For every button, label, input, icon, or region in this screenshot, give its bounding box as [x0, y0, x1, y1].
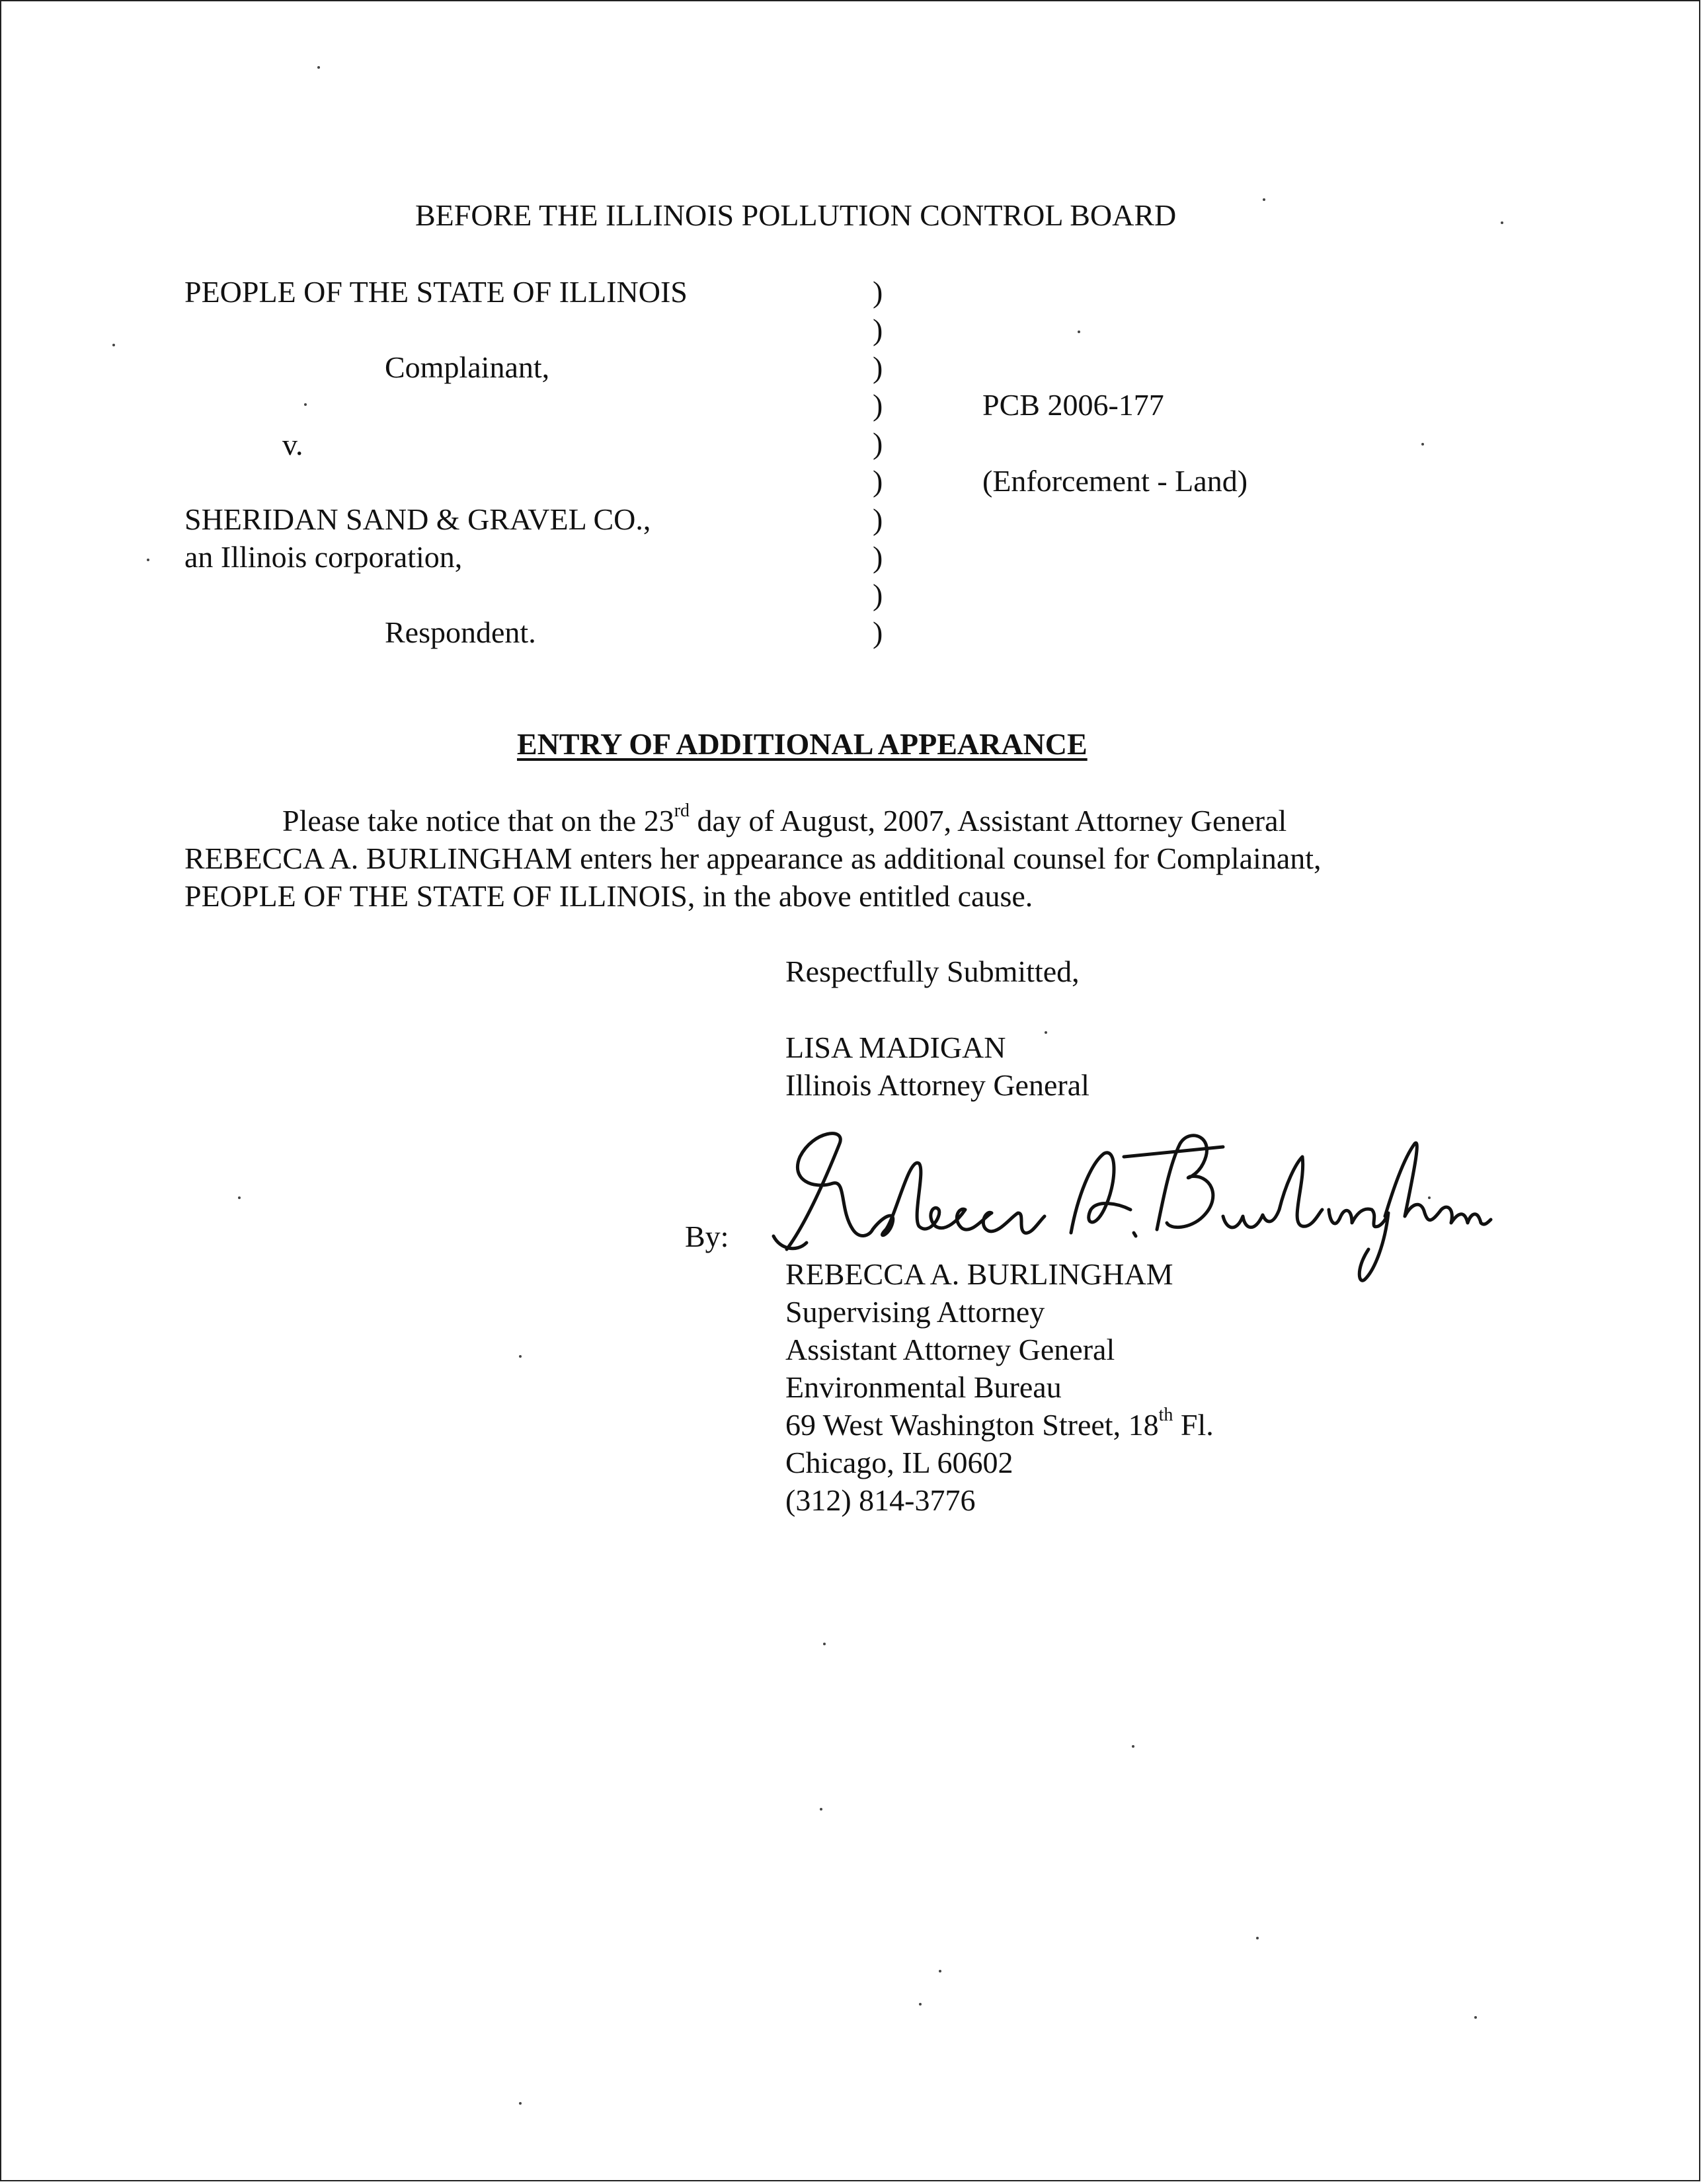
- scan-speck: [1256, 1937, 1259, 1939]
- body-line-3: PEOPLE OF THE STATE OF ILLINOIS, in the above entitled cause.: [184, 879, 1033, 913]
- scan-speck: [519, 2102, 522, 2105]
- body-line-1-end: day of August, 2007, Assistant Attorney General: [690, 804, 1287, 838]
- caption-paren: ): [873, 615, 883, 649]
- address-start: 69 West Washington Street, 18: [785, 1408, 1159, 1442]
- signer-name: REBECCA A. BURLINGHAM: [785, 1257, 1173, 1291]
- ordinal-suffix: rd: [674, 800, 690, 821]
- closing: Respectfully Submitted,: [785, 955, 1080, 988]
- caption-paren: ): [873, 540, 883, 574]
- scan-speck: [1421, 443, 1424, 446]
- complainant-name: PEOPLE OF THE STATE OF ILLINOIS: [184, 275, 688, 309]
- caption-paren: ): [873, 350, 883, 384]
- caption-paren: ): [873, 464, 883, 498]
- scan-speck: [823, 1643, 826, 1645]
- scan-speck: [1132, 1745, 1134, 1748]
- board-heading: BEFORE THE ILLINOIS POLLUTION CONTROL BOARD: [415, 198, 1177, 232]
- document-title: ENTRY OF ADDITIONAL APPEARANCE: [517, 727, 1088, 761]
- phone: (312) 814-3776: [785, 1483, 976, 1517]
- caption-paren: ): [873, 388, 883, 422]
- scan-speck: [919, 2003, 922, 2006]
- floor-suffix: th: [1158, 1405, 1173, 1425]
- scan-speck: [238, 1196, 241, 1199]
- case-type: (Enforcement - Land): [982, 464, 1248, 498]
- complainant-role: Complainant,: [385, 350, 550, 384]
- caption-paren: ): [873, 313, 883, 346]
- ag-title: Illinois Attorney General: [785, 1068, 1089, 1102]
- caption-paren: ): [873, 502, 883, 536]
- scan-speck: [519, 1355, 522, 1358]
- caption-paren: ): [873, 578, 883, 611]
- bureau: Environmental Bureau: [785, 1370, 1062, 1404]
- ag-name: LISA MADIGAN: [785, 1031, 1006, 1064]
- signer-role: Assistant Attorney General: [785, 1333, 1115, 1366]
- scan-speck: [304, 403, 307, 406]
- scan-speck: [939, 1970, 941, 1972]
- scan-speck: [317, 66, 320, 69]
- respondent-description: an Illinois corporation,: [184, 540, 463, 574]
- scan-speck: [1428, 1196, 1431, 1199]
- case-number: PCB 2006-177: [982, 388, 1164, 422]
- by-label: By:: [685, 1220, 729, 1253]
- respondent-name: SHERIDAN SAND & GRAVEL CO.,: [184, 502, 651, 536]
- caption-paren: ): [873, 426, 883, 460]
- signer-title: Supervising Attorney: [785, 1295, 1045, 1329]
- scan-speck: [1474, 2016, 1477, 2019]
- scan-speck: [112, 344, 115, 346]
- scan-speck: [1078, 331, 1080, 333]
- caption-paren: ): [873, 275, 883, 309]
- scan-speck: [147, 559, 149, 561]
- body-line-1: [282, 800, 1287, 838]
- respondent-role: Respondent.: [385, 615, 536, 649]
- address: [785, 1405, 1214, 1442]
- city: Chicago, IL 60602: [785, 1446, 1013, 1479]
- scan-speck: [1263, 198, 1265, 201]
- scan-speck: [1501, 221, 1503, 224]
- scan-speck: [1045, 1031, 1047, 1034]
- body-line-2: REBECCA A. BURLINGHAM enters her appearance as additional counsel for Complainant,: [184, 841, 1322, 875]
- address-end: Fl.: [1173, 1408, 1214, 1442]
- body-line-1-start: Please take notice that on the 23: [282, 804, 674, 838]
- scan-speck: [820, 1808, 822, 1811]
- versus-label: v.: [282, 428, 303, 461]
